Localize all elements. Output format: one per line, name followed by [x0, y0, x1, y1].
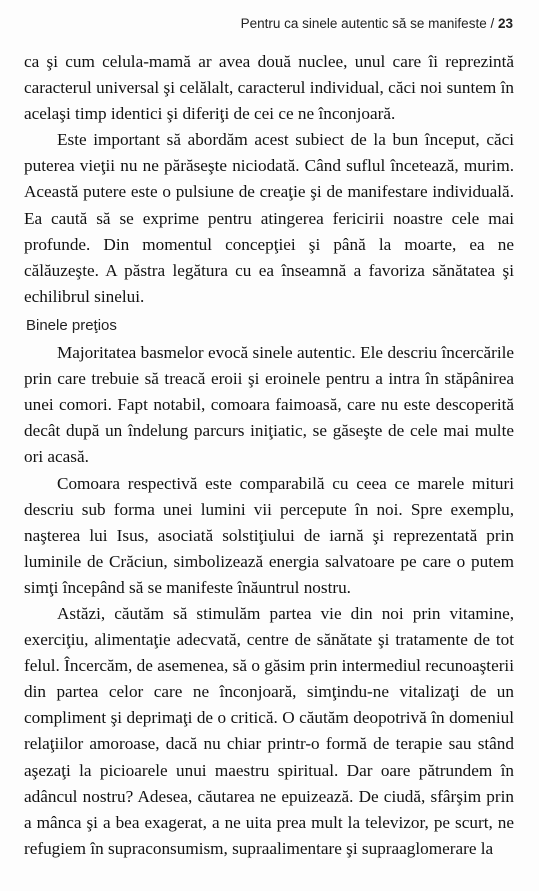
paragraph-continuation: ca şi cum celula-mamă ar avea două nuclee, unul care îi reprezintă caracterul universal şi celălalt, caracterul individual, căci noi suntem în acelaşi timp identici şi diferiţi de cei ce ne înconjoară. — [24, 52, 514, 124]
paragraph: Este important să abordăm acest subiect de la bun început, căci puterea vieţii nu ne părăseşte niciodată. Când suflul încetează, murim. Această putere este o pulsiune de creaţie şi de manifestare individuală. Ea caută să se exprime pentru atingerea fericirii noastre cele mai profunde. Din momentul concepţiei şi până la moarte, ea ne călăuzeşte. A păstra legătura cu ea înseamnă a favoriza sănătatea şi echilibrul sinelui. — [24, 130, 514, 306]
paragraph: Majoritatea basmelor evocă sinele autentic. Ele descriu încercările prin care trebuie să treacă eroii şi eroinele pentru a intra în stăpânirea unei comori. Fapt notabil, comoara faimoasă, care nu este descoperită decât după un îndelung parcurs iniţiatic, se găseşte de cele mai multe ori acasă. — [24, 343, 514, 467]
page-body — [24, 49, 514, 862]
section-subheading: Binele preţios — [26, 316, 117, 334]
running-header — [241, 16, 513, 31]
paragraph: Comoara respectivă este comparabilă cu ceea ce marele mituri descriu sub forma unei lumini vii percepute în noi. Spre exemplu, naşterea lui Isus, asociată solstiţiului de iarnă şi reprezentată prin luminile de Crăciun, simbolizează energia salvatoare pe care o putem simţi începând să se manifeste înăuntrul nostru. — [24, 473, 514, 597]
page-number: 23 — [497, 16, 513, 31]
running-title: Pentru ca sinele autentic să se manifeste / — [240, 16, 495, 31]
paragraph: Astăzi, căutăm să stimulăm partea vie din noi prin vitamine, exerciţiu, alimentaţie adecvată, centre de sănătate şi tratamente de tot felul. Încercăm, de asemenea, să o găsim prin intermediul recunoaşterii din partea celor care ne înconjoară, simţindu-ne vitalizaţi de un compliment şi deprimaţi de o critică. O căutăm deopotrivă în domeniul relaţiilor amoroase, dacă nu chiar printr-o formă de terapie sau stând aşezaţi la picioarele unui maestru spiritual. Dar oare pătrundem în adâncul nostru? Adesea, căutarea ne epuizează. De ciudă, sfârşim prin a mânca şi a bea exagerat, a ne uita prea mult la televizor, pe scurt, ne refugiem în supraconsumism, supraalimentare şi supraaglomerare la — [24, 603, 514, 858]
